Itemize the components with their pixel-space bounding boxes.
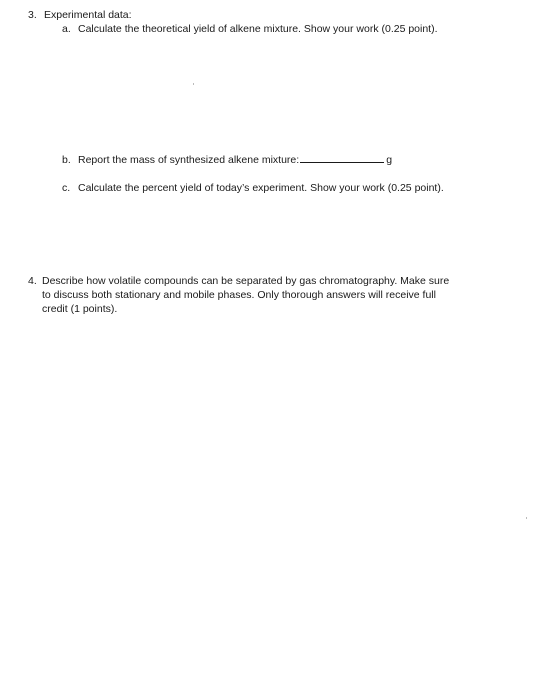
question-3b-text: Report the mass of synthesized alkene mixture: [78,154,300,166]
question-3b-letter: b. [62,154,71,166]
answer-blank-mass[interactable] [300,153,384,163]
question-3b-unit: g [386,154,393,166]
question-3c-text: Calculate the percent yield of today’s experiment. Show your work (0.25 point). [78,182,444,194]
scan-speck [193,83,194,85]
question-4-text-3: credit (1 points). [42,303,118,315]
question-3c-letter: c. [62,182,71,194]
question-3-number: 3. [28,9,37,21]
question-3a-text: Calculate the theoretical yield of alkene mixture. Show your work (0.25 point). [78,23,438,35]
question-4-line-1 [28,274,449,288]
scan-speck [526,517,527,519]
question-3b [62,153,392,167]
question-3a-letter: a. [62,23,71,35]
question-3-heading [28,8,132,22]
question-3a [62,22,438,36]
question-4-text-1: Describe how volatile compounds can be separated by gas chromatography. Make sure [42,275,450,287]
question-4-number: 4. [28,275,37,287]
question-3-title: Experimental data: [44,9,132,21]
question-4-line-3 [42,302,117,316]
question-4-line-2 [42,288,436,302]
question-4-text-2: to discuss both stationary and mobile phases. Only thorough answers will receive full [42,289,436,301]
question-3c [62,181,444,195]
